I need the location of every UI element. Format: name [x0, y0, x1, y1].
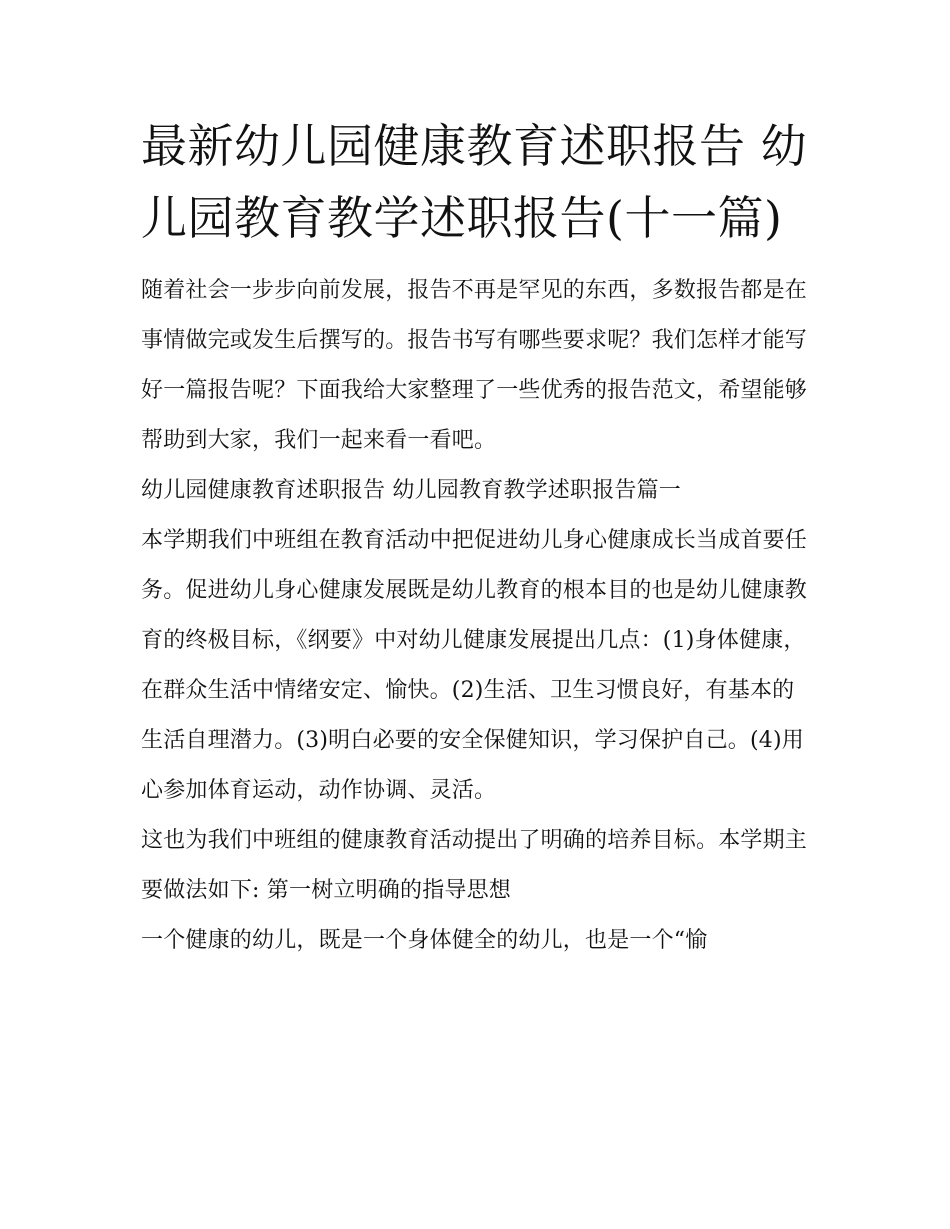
document-page [141, 110, 813, 966]
document-body [141, 266, 813, 966]
body-paragraph: 本学期我们中班组在教育活动中把促进幼儿身心健康成长当成首要任务。促进幼儿身心健康发展既是幼儿教育的根本目的也是幼儿健康教育的终极目标，《纲要》中对幼儿健康发展提出几点：(1)身体健康，在群众生活中情绪安定、愉快。(2)生活、卫生习惯良好，有基本的生活自理潜力。(3)明白必要的安全保健知识，学习保护自己。(4)用心参加体育运动，动作协调、灵活。 [141, 528, 808, 803]
intro-paragraph: 随着社会一步步向前发展，报告不再是罕见的东西，多数报告都是在事情做完或发生后撰写的。报告书写有哪些要求呢？我们怎样才能写好一篇报告呢？下面我给大家整理了一些优秀的报告范文，希望能够帮助到大家，我们一起来看一看吧。 [141, 278, 808, 453]
document-title: 最新幼儿园健康教育述职报告 幼儿园教育教学述职报告(十一篇) [141, 119, 808, 245]
body-paragraph: 这也为我们中班组的健康教育活动提出了明确的培养目标。本学期主要做法如下: 第一树立明确的指导思想 [141, 828, 808, 903]
body-paragraph: 一个健康的幼儿，既是一个身体健全的幼儿，也是一个“愉 [141, 928, 708, 953]
section-heading: 幼儿园健康教育述职报告 幼儿园教育教学述职报告篇一 [141, 478, 681, 503]
